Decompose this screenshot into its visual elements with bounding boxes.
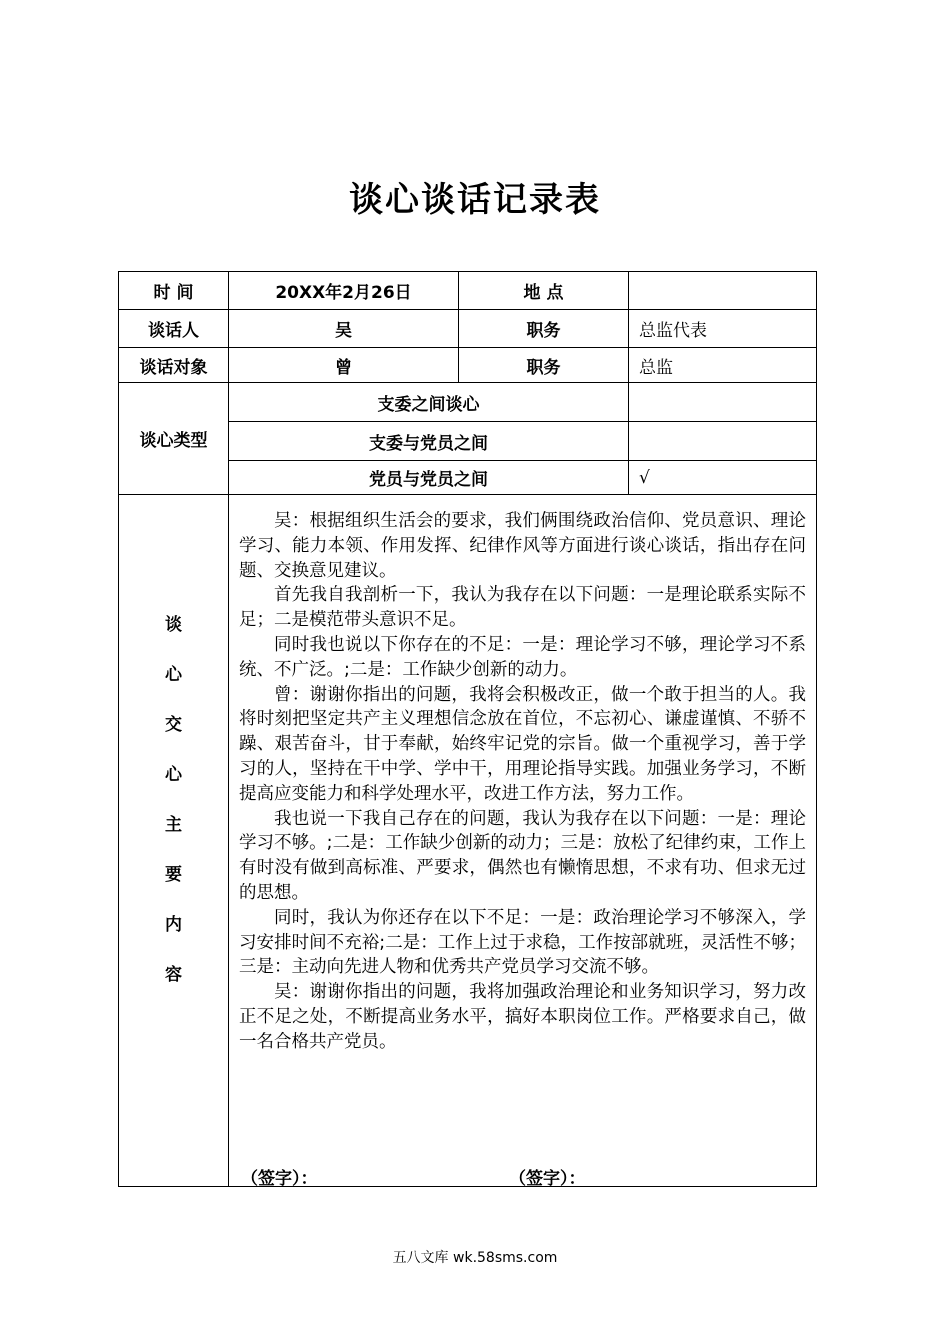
talker-duty-label: 职务	[459, 310, 629, 348]
content-label-char: 主	[165, 815, 182, 835]
target-duty-label: 职务	[459, 348, 629, 383]
content-label-char: 内	[165, 915, 182, 935]
target-duty-value: 总监	[629, 348, 817, 383]
type-option-mark	[629, 383, 817, 422]
content-label-char: 容	[165, 965, 182, 985]
type-option-label: 支委与党员之间	[229, 422, 629, 461]
time-value: 20XX年2月26日	[229, 272, 459, 310]
content-label-char: 谈	[165, 615, 182, 635]
content-paragraph: 曾：谢谢你指出的问题，我将会积极改正，做一个敢于担当的人。我将时刻把坚定共产主义理想信念放在首位，不忘初心、谦虚谨慎、不骄不躁、艰苦奋斗，甘于奉献，始终牢记党的宗旨。做一个重视学习，善于学习的人，坚持在干中学、学中干，用理论指导实践。加强业务学习，不断提高应变能力和科学处理水平，改进工作方法，努力工作。	[239, 684, 806, 804]
place-label: 地 点	[459, 272, 629, 310]
table-row-talker	[119, 310, 817, 348]
page-title: 谈心谈话记录表	[349, 180, 601, 220]
type-option-label: 党员与党员之间	[229, 461, 629, 495]
content-paragraph: 吴：谢谢你指出的问题，我将加强政治理论和业务知识学习，努力改正不足之处，不断提高业务水平，搞好本职岗位工作。严格要求自己，做一名合格共产党员。	[239, 982, 806, 1052]
target-label: 谈话对象	[119, 348, 229, 383]
place-value	[629, 272, 817, 310]
content-label-char: 交	[165, 715, 182, 735]
talker-value: 吴	[229, 310, 459, 348]
type-label: 谈心类型	[119, 383, 229, 495]
table-row-type-1	[119, 383, 817, 422]
content-label-char: 心	[165, 665, 182, 685]
signature-right: （签字）：	[509, 1169, 586, 1189]
footer-watermark: 五八文库 wk.58sms.com	[392, 1250, 558, 1266]
talker-duty-value: 总监代表	[629, 310, 817, 348]
table-row-content	[119, 495, 817, 1187]
content-label-char: 要	[165, 865, 182, 885]
check-mark: √	[629, 461, 817, 495]
signature-left: （签字）：	[241, 1169, 318, 1189]
record-table	[118, 271, 817, 1187]
content-paragraph: 首先我自我剖析一下，我认为我存在以下问题：一是理论联系实际不足；二是模范带头意识不足。	[239, 585, 806, 631]
time-label: 时 间	[119, 272, 229, 310]
content-paragraph: 同时我也说以下你存在的不足：一是：理论学习不够，理论学习不系统、不广泛。;二是：工作缺少创新的动力。	[239, 634, 806, 680]
type-option-mark	[629, 422, 817, 461]
type-option-label: 支委之间谈心	[229, 383, 629, 422]
content-paragraph: 我也说一下我自己存在的问题，我认为我存在以下问题：一是：理论学习不够。;二是：工作缺少创新的动力；三是：放松了纪律约束，工作上有时没有做到高标准、严要求，偶然也有懒惰思想，不求有功、但求无过的思想。	[239, 808, 806, 903]
content-paragraph: 吴：根据组织生活会的要求，我们俩围绕政治信仰、党员意识、理论学习、能力本领、作用发挥、纪律作风等方面进行谈心谈话，指出存在问题、交换意见建议。	[239, 511, 806, 581]
content-label-char: 心	[165, 765, 182, 785]
talker-label: 谈话人	[119, 310, 229, 348]
content-paragraph: 同时，我认为你还存在以下不足：一是：政治理论学习不够深入，学习安排时间不充裕;二是：工作上过于求稳，工作按部就班，灵活性不够；三是：主动向先进人物和优秀共产党员学习交流不够。	[239, 907, 806, 978]
table-row-target	[119, 348, 817, 383]
content-body	[229, 495, 817, 1187]
target-value: 曾	[229, 348, 459, 383]
table-row-time	[119, 272, 817, 310]
content-label	[119, 495, 229, 1187]
